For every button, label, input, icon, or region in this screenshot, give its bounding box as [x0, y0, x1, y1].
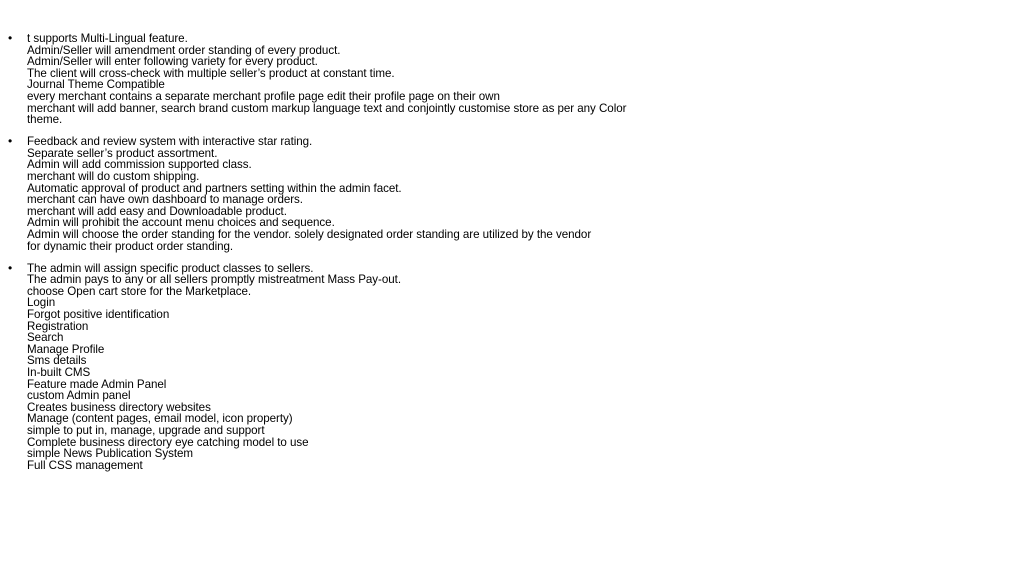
bullet-item [8, 33, 708, 126]
text-line: Admin will add commission supported class. [27, 158, 252, 172]
text-line: Separate seller’s product assortment. [27, 146, 218, 160]
bullet-list [8, 33, 708, 482]
bullet-dot-icon: • [8, 134, 13, 149]
text-line: theme. [27, 113, 63, 127]
text-line: Login [27, 296, 56, 310]
text-line: t supports Multi-Lingual feature. [27, 32, 188, 45]
text-line: Registration [27, 319, 89, 333]
text-line: Manage Profile [27, 342, 105, 356]
text-line: for dynamic their product order standing. [27, 239, 234, 253]
text-line: The client will cross-check with multiple seller’s product at constant time. [27, 66, 395, 80]
text-line: Complete business directory eye catching model to use [27, 435, 309, 449]
text-line: Forgot positive identification [27, 308, 170, 322]
text-line: Search [27, 331, 64, 345]
bullet-dot-icon: • [8, 260, 13, 275]
text-line: Sms details [27, 354, 87, 368]
text-line: Admin will choose the order standing for the vendor. solely designated order standing are utilized by the vendor [27, 228, 592, 241]
text-line: simple News Publication System [27, 447, 194, 461]
text-line: merchant will add easy and Downloadable product. [27, 204, 287, 218]
text-line: Feature made Admin Panel [27, 377, 167, 391]
text-line: Admin will prohibit the account menu choices and sequence. [27, 216, 335, 230]
text-line: Creates business directory websites [27, 400, 211, 414]
text-line: every merchant contains a separate merchant profile page edit their profile page on their own [27, 89, 500, 103]
text-line: Feedback and review system with interactive star rating. [27, 135, 313, 149]
text-line: Journal Theme Compatible [27, 78, 165, 92]
text-line: simple to put in, manage, upgrade and support [27, 424, 265, 437]
bullet-item [8, 136, 708, 252]
text-line: In-built CMS [27, 366, 91, 380]
text-line: choose Open cart store for the Marketplace. [27, 284, 252, 298]
text-line: The admin will assign specific product classes to sellers. [27, 261, 314, 275]
text-line: Admin/Seller will amendment order standing of every product. [27, 43, 341, 57]
text-line: Automatic approval of product and partners setting within the admin facet. [27, 181, 402, 195]
text-line: Manage (content pages, email model, icon property) [27, 412, 293, 426]
text-line: Admin/Seller will enter following variety for every product. [27, 55, 318, 69]
text-line: The admin pays to any or all sellers promptly mistreatment Mass Pay-out. [27, 273, 401, 287]
text-line: merchant can have own dashboard to manage orders. [27, 193, 303, 207]
text-line: merchant will do custom shipping. [27, 170, 200, 184]
bullet-dot-icon: • [8, 31, 13, 45]
bullet-item [8, 260, 708, 472]
text-line: custom Admin panel [27, 389, 131, 403]
text-line: Full CSS management [27, 458, 143, 472]
text-line: merchant will add banner, search brand custom markup language text and conjointly customise store as per any Color [27, 101, 627, 115]
